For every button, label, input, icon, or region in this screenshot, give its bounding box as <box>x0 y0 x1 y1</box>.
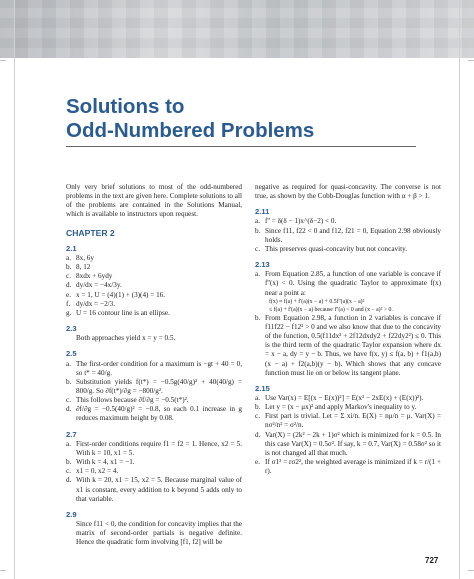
problem-heading: 2.11 <box>255 207 270 217</box>
margin-line-left <box>14 0 15 579</box>
solution-item <box>66 458 242 467</box>
problem-heading: 2.7 <box>66 429 77 439</box>
equation-line: f(x) ≈ f(a) + f'(a)(x − a) + 0.5f''(a)(x − a)² <box>269 298 365 305</box>
item-label: d. <box>66 405 72 414</box>
item-text: 8xdx + 6ydy <box>76 272 113 281</box>
solution-item <box>66 476 242 503</box>
solution-item <box>66 281 242 290</box>
item-text: dy/dx = −2/3. <box>76 299 116 308</box>
item-label: g. <box>66 308 72 317</box>
item-label: c. <box>66 272 71 281</box>
item-text: Both approaches yield x = y = 0.5. <box>76 334 176 343</box>
solution-item <box>255 227 441 245</box>
item-text: From Equation 2.98, a function in 2 variables is concave if f11f22 − f12² > 0 and we also know that due to the concavity of the function, 0.5(f11dx² + 2f12dxdy2 + f22dy2²) ≤ 0. This is the third term of the quadratic Taylor expansion where dx = x − a, dy = y − b. Thus, we have f(x, y) ≤ f(a, b) + f1(a,b)(x − a) + f2(a,b)(y − b). Which shows that any concave function must lie on or below its tangent plane. <box>265 313 441 377</box>
item-text: From Equation 2.85, a function of one variable is concave if f''(x) < 0. Using the quadratic Taylor to approximate f(x) near a point a: <box>265 270 441 297</box>
solution-item <box>66 405 242 423</box>
item-text: x1 = 0, x2 = 4. <box>76 467 119 476</box>
item-label: b. <box>66 263 72 272</box>
problem-heading: 2.3 <box>66 324 77 334</box>
item-text: 8, 12 <box>76 263 91 272</box>
item-text: dy/dx = −4x/3y. <box>76 281 122 290</box>
solution-item <box>66 291 242 300</box>
solution-item <box>66 334 242 343</box>
page-number: 727 <box>425 556 439 565</box>
item-text: This preserves quasi-concavity but not concavity. <box>265 244 408 253</box>
chapter-heading: CHAPTER 2 <box>66 227 115 238</box>
item-text: With k = 20, x1 = 15, x2 = 5. Because marginal value of x1 is constant, every addition to k beyond 5 adds only to that variable. <box>76 476 242 503</box>
item-label: a. <box>66 439 71 448</box>
equation-line: ≤ f(a) + f'(a)(x − a) because f''(a) < 0 and (x − a)² > 0. <box>269 306 393 313</box>
solution-item <box>255 270 441 297</box>
crop-mark <box>468 60 474 61</box>
item-label: e. <box>255 458 260 467</box>
item-label: a. <box>66 253 71 262</box>
item-text: f'' = δ(δ − 1)x^(δ−2) < 0. <box>265 217 337 226</box>
solution-item <box>66 520 242 547</box>
solution-item <box>255 217 441 226</box>
solution-item <box>255 314 441 378</box>
solution-item <box>66 263 242 272</box>
intro-paragraph: Only very brief solutions to most of the odd-numbered problems in the text are given here. Complete solutions to all of the problems are contained in the Solutions Manual, which is available to instructors upon request. <box>66 183 242 219</box>
left-column <box>66 183 242 547</box>
item-label: d. <box>66 476 72 485</box>
item-label <box>66 334 76 343</box>
solution-item <box>66 300 242 309</box>
item-label: b. <box>255 313 261 322</box>
item-text: x = 1, U = (4)(1) + (3)(4) = 16. <box>76 290 166 299</box>
item-label: c. <box>255 244 260 253</box>
item-text: Since f11, f22 < 0 and f12, f21 = 0, Equation 2.98 obviously holds. <box>265 226 441 244</box>
header-banner <box>0 0 474 58</box>
title-line-1: Solutions to <box>66 95 185 118</box>
item-text: This follows because ∂f/∂g = −0.5(t*)². <box>76 396 189 405</box>
item-text: If σ1² = rσ2², the weighted average is minimized if k = r/(1 + r). <box>265 458 441 476</box>
item-text: U = 16 contour line is an ellipse. <box>76 308 170 317</box>
crop-mark <box>468 570 474 571</box>
solution-item <box>66 309 242 318</box>
item-label: a. <box>66 359 71 368</box>
item-text: With k = 4, x1 = −1. <box>76 458 135 467</box>
solution-item <box>66 396 242 405</box>
item-text: The first-order condition for a maximum is −gt + 40 = 0, so t* = 40/g. <box>76 359 242 377</box>
item-label: c. <box>255 412 260 421</box>
right-sections-continued <box>255 314 441 477</box>
solution-item <box>66 254 242 263</box>
problem-heading: 2.9 <box>66 509 77 519</box>
title-rule <box>66 146 416 147</box>
item-text: Use Var(x) = E[(x − E(x))²] = E(x² − 2xE(x) + (E(x))²). <box>265 393 424 402</box>
item-label: a. <box>255 217 260 226</box>
item-label: d. <box>66 281 72 290</box>
crop-mark <box>0 570 6 571</box>
problem-heading: 2.15 <box>255 383 270 393</box>
crop-mark <box>0 60 6 61</box>
title-line-2: Odd-Numbered Problems <box>66 119 315 142</box>
solution-item <box>66 360 242 378</box>
item-label: a. <box>255 393 260 402</box>
solution-item <box>66 378 242 396</box>
item-text: 8x, 6y <box>76 253 94 262</box>
solution-item <box>66 440 242 458</box>
item-label: c. <box>66 396 71 405</box>
item-text: Let y = (x − μx)² and apply Markov's inequality to y. <box>265 403 417 412</box>
item-label: b. <box>255 403 261 412</box>
continued-paragraph: negative as required for quasi-concavity. The converse is not true, as shown by the Cobb-Douglas function with α + β > 1. <box>255 183 441 201</box>
taylor-equation <box>255 298 441 314</box>
item-label: b. <box>66 377 72 386</box>
solution-item <box>66 467 242 476</box>
solution-item <box>255 458 441 476</box>
margin-line-right <box>459 0 460 579</box>
solution-item <box>255 245 441 254</box>
problem-heading: 2.13 <box>255 260 270 270</box>
solution-item <box>255 412 441 430</box>
item-text: Var(X) = (2k² − 2k + 1)σ² which is minimized for k = 0.5. In this case Var(X) = 0.5σ². If say, k = 0.7, Var(X) = 0.58σ² so it is not changed all that much. <box>265 430 441 457</box>
item-text: Since f11 < 0, the condition for concavity implies that the matrix of second-order partials is negative definite. Hence the quadratic form involving [f1, f2] will be <box>76 520 242 547</box>
item-label: e. <box>66 290 71 299</box>
item-label: b. <box>255 226 261 235</box>
solution-item <box>255 431 441 458</box>
item-text: First part is trivial. Let = Σ xi/n. E(X) = nμ/n = μ. Var(X) = nσ²/n² = σ²/n. <box>265 412 441 430</box>
solution-item <box>255 403 441 412</box>
page-title <box>66 95 314 143</box>
item-label: f. <box>66 299 71 308</box>
problem-heading: 2.1 <box>66 243 77 253</box>
item-label: c. <box>66 467 71 476</box>
solution-item <box>255 394 441 403</box>
item-text: First-order conditions require f1 = f2 = 1. Hence, x2 = 5. With k = 10, x1 = 5. <box>76 439 242 457</box>
right-sections <box>255 207 441 297</box>
item-label <box>66 520 76 547</box>
item-label: a. <box>255 270 260 279</box>
problem-heading: 2.5 <box>66 349 77 359</box>
right-column <box>255 183 441 476</box>
left-sections <box>66 244 242 548</box>
item-text: Substitution yields f(t*) = −0.5g(40/g)² + 40(40/g) = 800/g. So ∂f(t*)/∂g = −800/g². <box>76 377 242 395</box>
item-text: ∂f/∂g = −0.5(40/g)² = −0.8, so each 0.1 increase in g reduces maximum height by 0.08. <box>76 405 242 423</box>
item-label: b. <box>66 458 72 467</box>
item-label: d. <box>255 430 261 439</box>
solution-item <box>66 272 242 281</box>
